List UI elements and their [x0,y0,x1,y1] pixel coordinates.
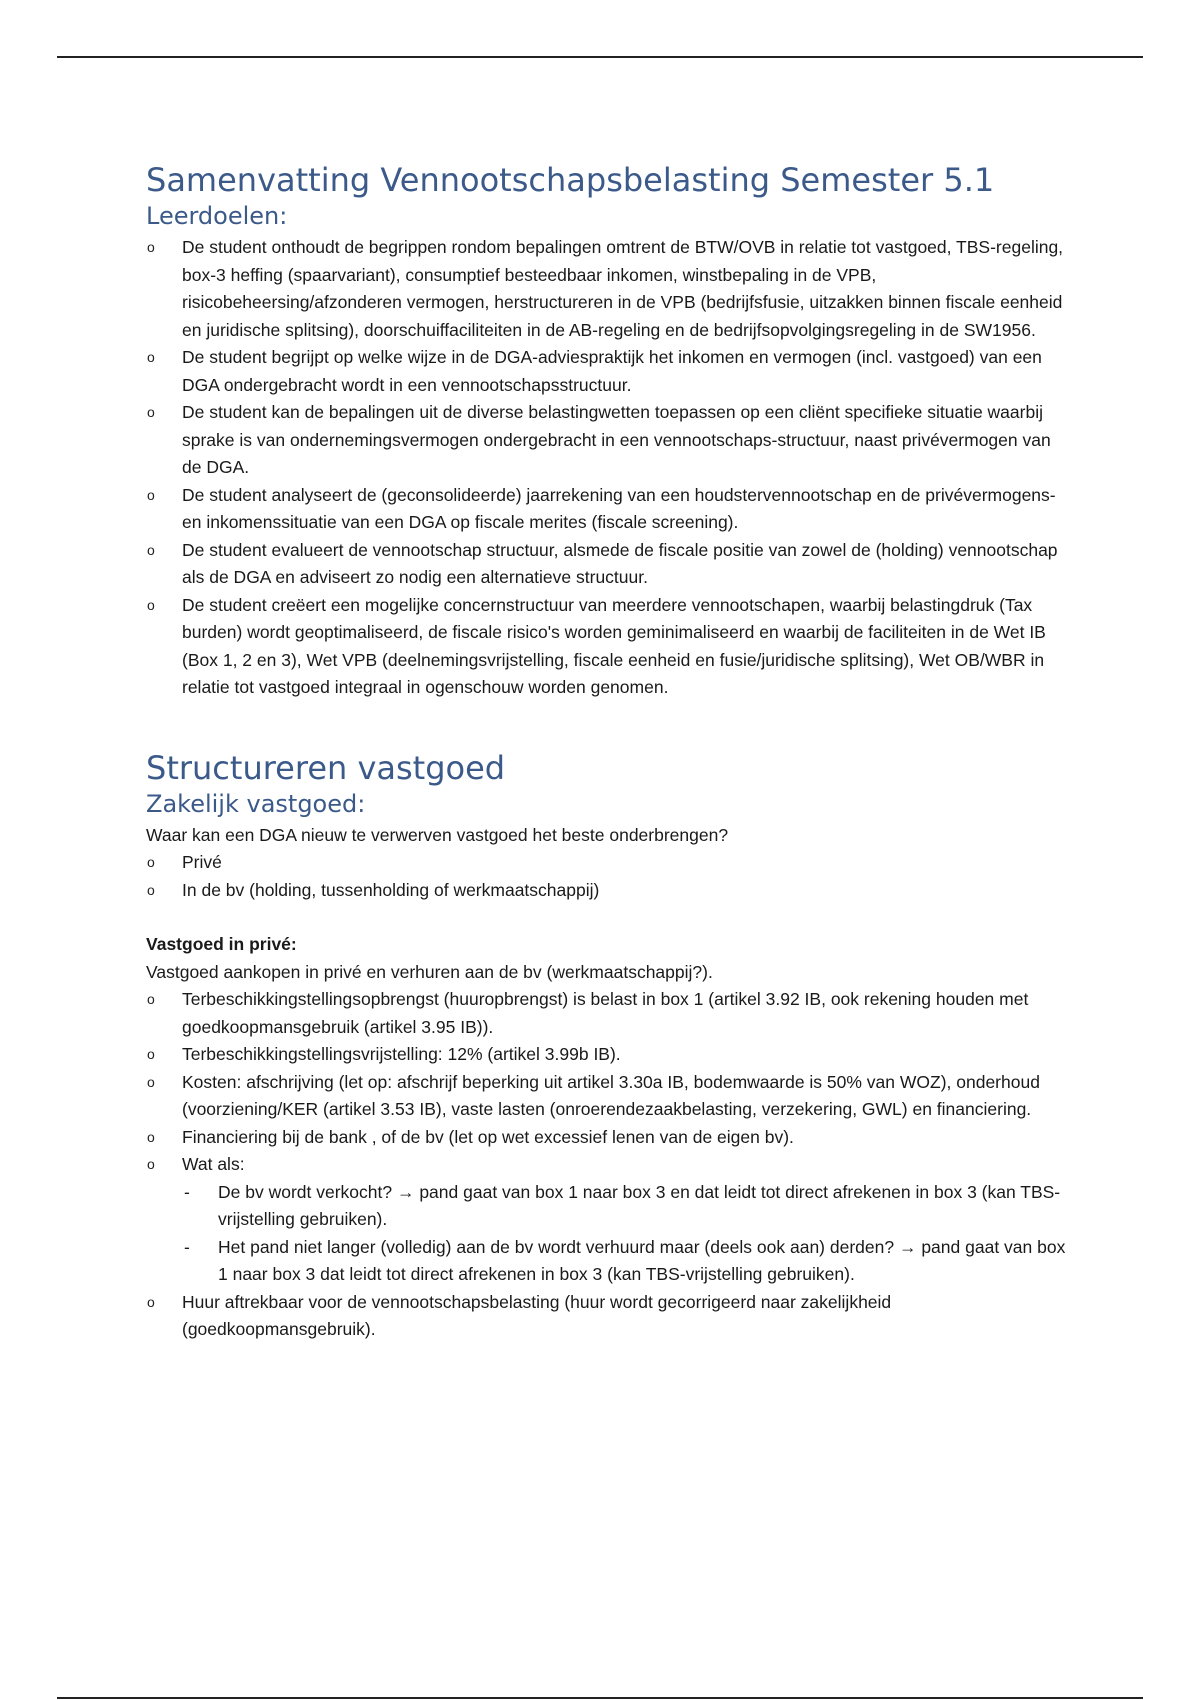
options-list [146,849,1066,904]
bullet-circle-icon: o [147,881,155,898]
dash-bullet-icon: - [184,1181,190,1202]
list-item: o De student kan de bepalingen uit de diverse belastingwetten toepassen op een cliënt specifieke situatie waarbij sprake is van ondernemingsvermogen ondergebracht in een vennootschaps-structuur, naast privévermogen van de DGA. [146,399,1066,482]
bottom-rule [57,1697,1143,1699]
bullet-circle-icon: o [147,1156,155,1172]
top-rule [57,56,1143,58]
prive-list [146,986,1066,1344]
list-item: o De student analyseert de (geconsolideerde) jaarrekening van een houdstervennootschap en de privévermogens- en inkomenssituatie van een DGA op fiscale merites (fiscale screening). [146,482,1066,537]
list-item: o De student creëert een mogelijke concernstructuur van meerdere vennootschapen, waarbij belastingdruk (Tax burden) wordt geoptimaliseerd, de fiscale risico's worden geminimaliseerd en waarbij de faciliteiten in de Wet IB (Box 1, 2 en 3), Wet VPB (deelnemingsvrijstelling, fiscale eenheid en fusie/juridische splitsing), Wet OB/WBR in relatie tot vastgoed integraal in ogenschouw worden genomen. [146,592,1066,702]
bullet-circle-icon: o [147,541,155,558]
list-item: o Terbeschikkingstellingsopbrengst (huuropbrengst) is belast in box 1 (artikel 3.92 IB, ook rekening houden met goedkoopmansgebruik (artikel 3.95 IB)). [146,986,1066,1041]
leerdoelen-list [146,234,1066,702]
section-heading-structureren: Structureren vastgoed [146,748,506,787]
list-item: o Terbeschikkingstellingsvrijstelling: 12% (artikel 3.99b IB). [146,1041,1066,1069]
bullet-circle-icon: o [147,349,155,365]
bullet-circle-icon: o [147,1046,155,1062]
bullet-circle-icon: o [147,239,155,255]
bullet-circle-icon: o [147,854,155,870]
bullet-circle-icon: o [147,991,155,1007]
list-item: o Wat als: - De bv wordt verkocht? → pand gaat van box 1 naar box 3 en dat leidt tot direct afrekenen in box 3 (kan TBS-vrijstelling gebruiken). - Het pand niet langer (volledig) aan de bv wordt verhuurd maar (deels ook aan) derden? → pand gaat van box 1 naar box 3 dat leidt tot direct afrekenen in box 3 (kan TBS-vrijstelling gebruiken). [146,1151,1066,1289]
list-item: - De bv wordt verkocht? → pand gaat van box 1 naar box 3 en dat leidt tot direct afrekenen in box 3 (kan TBS-vrijstelling gebruiken). [182,1179,1066,1234]
bullet-circle-icon: o [147,596,155,613]
list-item: o In de bv (holding, tussenholding of werkmaatschappij) [146,877,1066,905]
prive-intro: Vastgoed aankopen in privé en verhuren aan de bv (werkmaatschappij?). [146,961,713,982]
leerdoelen-heading: Leerdoelen: [146,202,288,230]
question-text: Waar kan een DGA nieuw te verwerven vastgoed het beste onderbrengen? [146,824,729,845]
list-item: o De student onthoudt de begrippen rondom bepalingen omtrent de BTW/OVB in relatie tot vastgoed, TBS-regeling, box-3 heffing (spaarvariant), consumptief besteedbaar inkomen, winstbepaling in de VPB, risicobeheersing/afzonderen vermogen, herstructureren in de VPB (bedrijfsfusie, uitzakken binnen fiscale eenheid en juridische splitsing), doorschuiffaciliteiten in de AB-regeling en de bedrijfsopvolgingsregeling in de SW1956. [146,234,1066,344]
subheading-zakelijk-vastgoed: Zakelijk vastgoed: [146,789,366,818]
bullet-circle-icon: o [147,1073,155,1090]
list-item: o Huur aftrekbaar voor de vennootschapsbelasting (huur wordt gecorrigeerd naar zakelijkheid (goedkoopmansgebruik). [146,1289,1066,1344]
document-page [146,160,1066,1344]
list-item: o Privé [146,849,1066,877]
bullet-circle-icon: o [147,404,155,420]
dash-bullet-icon: - [184,1236,190,1257]
wat-als-list [182,1179,1066,1289]
bullet-circle-icon: o [147,1128,155,1145]
document-title: Samenvatting Vennootschapsbelasting Semester 5.1 [146,161,995,199]
list-item: - Het pand niet langer (volledig) aan de bv wordt verhuurd maar (deels ook aan) derden? → pand gaat van box 1 naar box 3 dat leidt tot direct afrekenen in box 3 (kan TBS-vrijstelling gebruiken). [182,1234,1066,1289]
bullet-circle-icon: o [147,486,155,503]
list-item: o De student begrijpt op welke wijze in de DGA-adviespraktijk het inkomen en vermogen (incl. vastgoed) van een DGA ondergebracht wordt in een vennootschapsstructuur. [146,344,1066,399]
bullet-circle-icon: o [147,1293,155,1310]
list-item: o De student evalueert de vennootschap structuur, alsmede de fiscale positie van zowel de (holding) vennootschap als de DGA en adviseert zo nodig een alternatieve structuur. [146,537,1066,592]
list-item: o Financiering bij de bank , of de bv (let op wet excessief lenen van de eigen bv). [146,1124,1066,1152]
list-item: o Kosten: afschrijving (let op: afschrijf beperking uit artikel 3.30a IB, bodemwaarde is 50% van WOZ), onderhoud (voorziening/KER (artikel 3.53 IB), vaste lasten (onroerendezaakbelasting, verzekering, GWL) en financiering. [146,1069,1066,1124]
prive-heading: Vastgoed in privé: [146,934,297,954]
